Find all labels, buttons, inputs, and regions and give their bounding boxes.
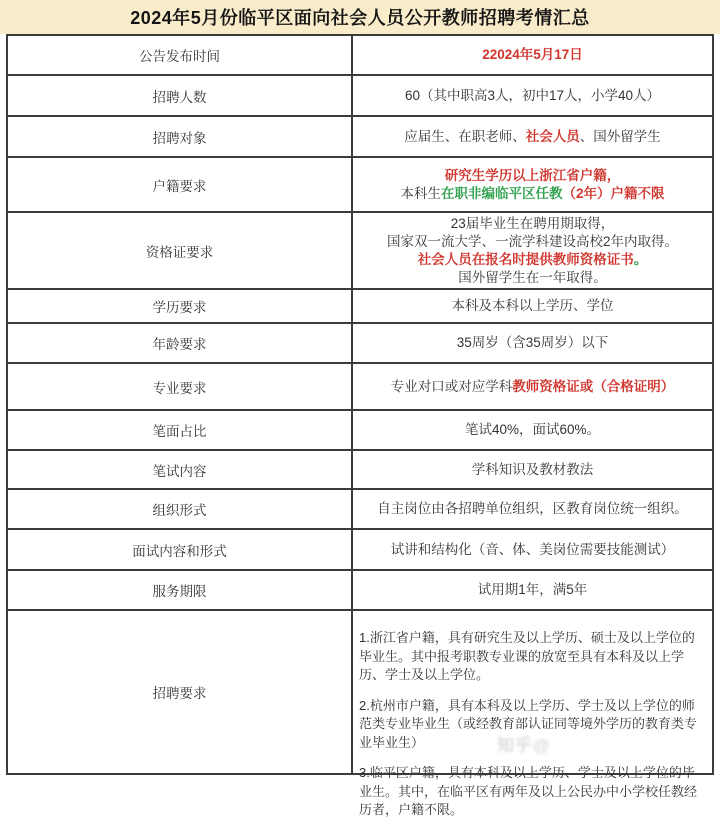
value-line [387,233,678,251]
text-segment: 。 [633,251,648,267]
text-segment: 本科及本科以上学历、学位 [451,298,614,313]
text-segment: 国外留学生在一年取得。 [458,269,607,285]
value-line [458,269,607,287]
text-segment: 2.杭州市户籍，具有本科及以上学历、学士及以上学位的师范类专业毕业生（或经教育部认证同等境外学历的教育类专业毕业生） [359,697,698,750]
value-line [418,251,648,269]
text-segment: 60（其中职高3人，初中17人，小学40人） [404,87,661,103]
table-row [8,213,712,290]
value-line [377,500,688,518]
text-segment: 1.浙江省户籍，具有研究生及以上学历、硕士及以上学位的毕业生。其中报考职教专业课的放宽至具有本科及以上学历、学士及以上学位。 [359,630,695,682]
text-segment: （2年）户籍不限 [562,185,665,201]
text-segment: 、国外留学生 [579,128,661,144]
row-value [353,411,712,449]
table-row [8,364,712,411]
value-line [482,46,583,64]
row-label: 笔试内容 [8,451,353,488]
table-row [8,571,712,611]
page-title [0,0,720,34]
table-row [8,324,712,364]
row-label: 户籍要求 [8,158,353,211]
text-segment: 自主岗位由各招聘单位组织，区教育岗位统一组织。 [377,501,688,516]
row-value [353,490,712,528]
row-value [353,324,712,362]
info-table [6,34,714,817]
text-segment: 研究生学历以上浙江省户籍， [444,167,621,183]
row-value [353,611,712,817]
row-value [353,76,712,115]
table-row [8,36,712,76]
row-label: 学历要求 [8,290,353,322]
value-line [445,167,621,185]
text-segment: 35周岁（含35周岁）以下 [456,335,609,350]
value-line [457,334,609,352]
table-row [8,611,712,817]
row-value [353,571,712,609]
text-segment: 在职非编临平区任教 [440,185,563,201]
value-line [400,185,664,203]
table-row [8,490,712,530]
text-segment: 国家双一流大学、一流学科建设高校2年内取得。 [386,233,678,249]
value-line [478,581,588,599]
text-segment: 笔试40%，面试60%。 [464,422,601,437]
row-value [353,451,712,488]
text-segment: 社会人员 [525,128,580,144]
text-segment: 专业对口或对应学科 [390,378,513,394]
row-value [353,290,712,322]
row-label: 资格证要求 [8,213,353,288]
watermark: 知乎@ [497,736,551,755]
table-row [8,451,712,490]
row-label: 招聘人数 [8,76,353,115]
row-label: 招聘对象 [8,117,353,156]
row-label: 服务期限 [8,571,353,609]
table-row [8,290,712,324]
value-line [472,461,594,479]
text-segment: 22024年5月17日 [482,47,583,62]
row-value [353,117,712,156]
text-segment: 应届生、在职老师、 [404,128,526,144]
text-segment: 试讲和结构化（音、体、美岗位需要技能测试） [390,541,675,557]
table-row [8,158,712,213]
value-line [465,421,600,439]
table-row [8,76,712,117]
row-label: 年龄要求 [8,324,353,362]
row-label: 招聘要求 [8,611,353,773]
text-segment: 23届毕业生在聘用期取得， [450,215,615,231]
row-value [353,364,712,409]
row-value [353,530,712,569]
row-value [353,158,712,211]
page-title-text: 2024年5月份临平区面向社会人员公开教师招聘考情汇总 [130,8,590,28]
text-segment: 试用期1年，满5年 [477,582,588,597]
value-line [451,215,615,233]
text-segment: 教师资格证或（合格证明） [512,378,675,394]
row-value [353,213,712,288]
table-row [8,411,712,451]
text-segment: 3.临平区户籍，具有本科及以上学历、学士及以上学位的毕业生。其中，在临平区有两年及以上公民办中小学校任教经历者，户籍不限。 [359,765,698,817]
table-row [8,117,712,158]
value-line [359,629,704,685]
text-segment: 社会人员在报名时提供教师资格证书 [417,251,634,267]
row-label: 笔面占比 [8,411,353,449]
value-line [359,697,704,753]
text-segment: 学科知识及教材教法 [471,461,594,477]
value-line [359,764,704,820]
row-label: 公告发布时间 [8,36,353,74]
value-line [404,128,661,146]
text-segment: 本科生 [400,185,441,201]
table-row [8,530,712,571]
row-label: 组织形式 [8,490,353,528]
row-label: 专业要求 [8,364,353,409]
value-line [405,87,660,105]
value-line [391,378,675,396]
row-value [353,36,712,74]
value-line [391,541,675,559]
value-line [452,297,614,315]
row-label: 面试内容和形式 [8,530,353,569]
